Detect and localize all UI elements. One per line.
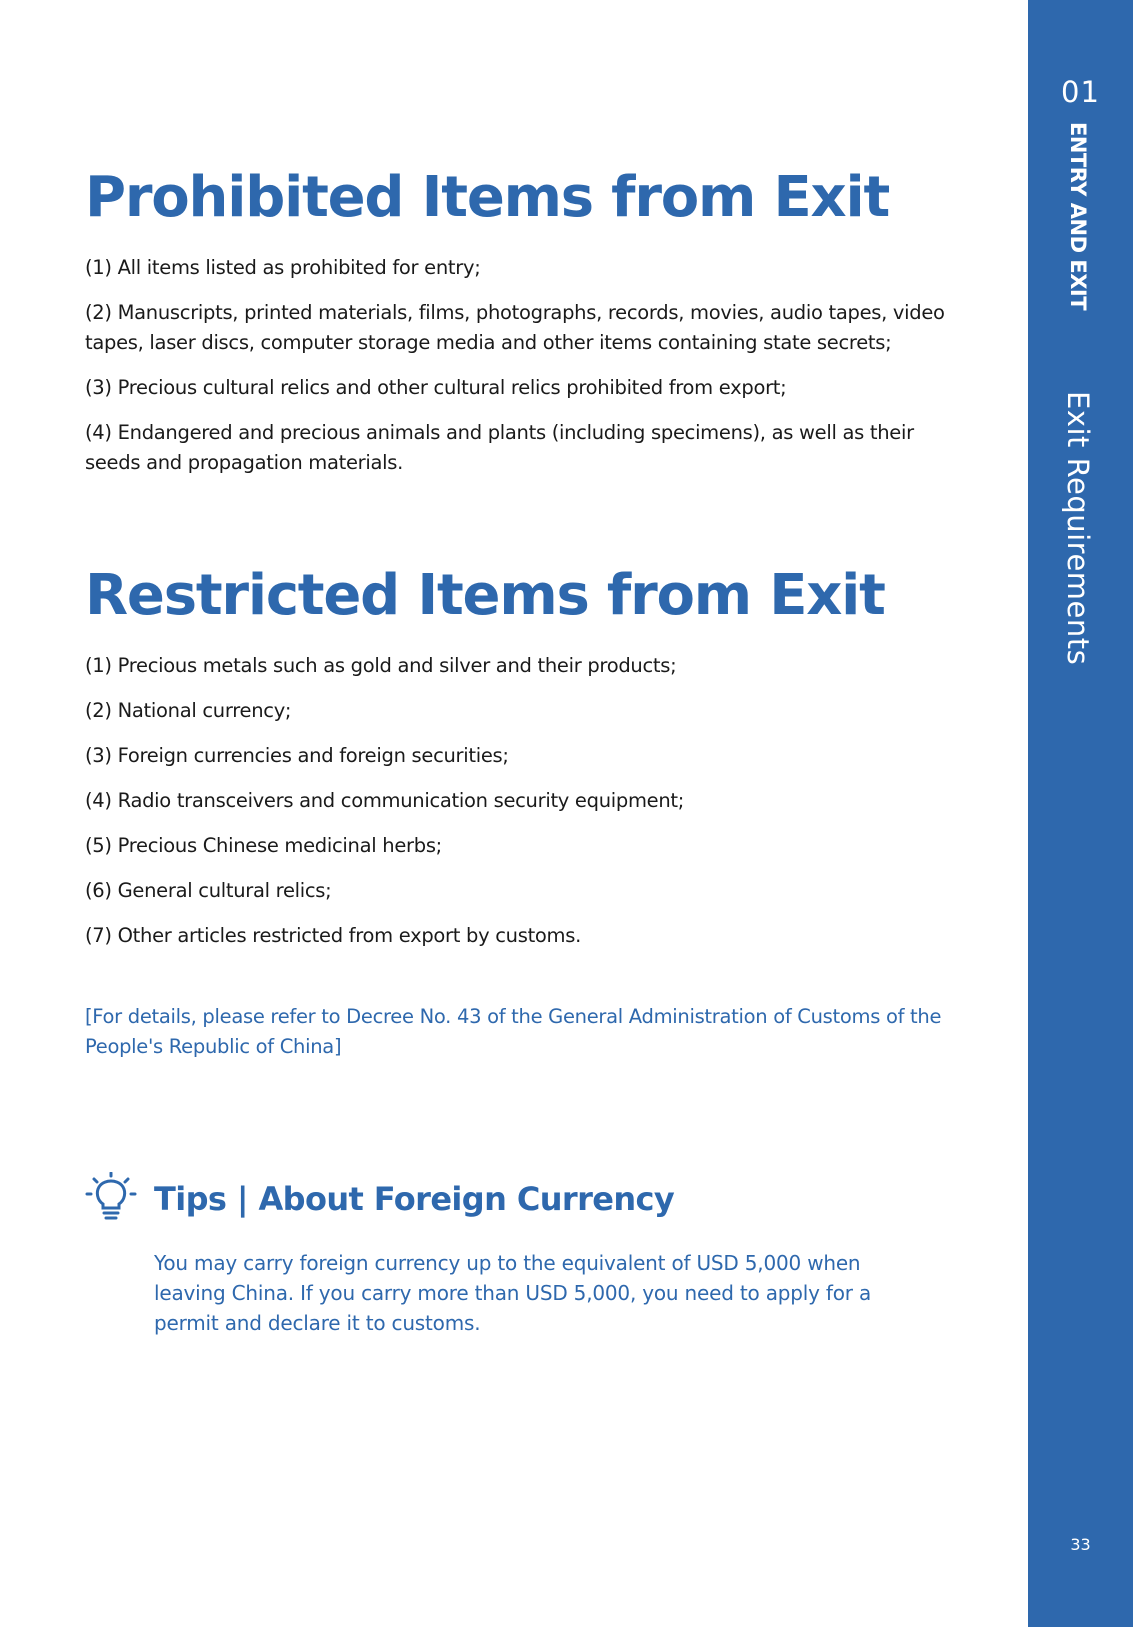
list-item: (4) Endangered and precious animals and plants (including specimens), as well as their seeds and propagation materials.	[85, 421, 914, 474]
prohibited-list	[85, 253, 955, 493]
list-item: (3) Foreign currencies and foreign securities;	[85, 744, 509, 767]
prohibited-heading: Prohibited Items from Exit	[85, 165, 890, 230]
section-title: Exit Requirements	[1061, 391, 1095, 666]
chapter-sidebar	[1028, 0, 1133, 1627]
chapter-title: ENTRY AND EXIT	[1066, 122, 1090, 311]
lightbulb-icon	[85, 1172, 137, 1224]
restricted-heading: Restricted Items from Exit	[85, 563, 885, 628]
list-item: (1) All items listed as prohibited for entry;	[85, 256, 481, 279]
restricted-list	[85, 651, 955, 966]
list-item: (7) Other articles restricted from export by customs.	[85, 924, 582, 947]
page-number: 33	[1070, 1535, 1091, 1554]
decree-reference-note: [For details, please refer to Decree No. 43 of the General Administration of Customs of the People's Republic of China]	[85, 1005, 942, 1058]
chapter-number: 01	[1061, 75, 1100, 109]
list-item: (2) National currency;	[85, 699, 292, 722]
list-item: (1) Precious metals such as gold and silver and their products;	[85, 654, 677, 677]
list-item: (6) General cultural relics;	[85, 879, 332, 902]
tips-body: You may carry foreign currency up to the equivalent of USD 5,000 when leaving China. If you carry more than USD 5,000, you need to apply for a permit and declare it to customs.	[154, 1251, 872, 1335]
list-item: (2) Manuscripts, printed materials, films, photographs, records, movies, audio tapes, video tapes, laser discs, computer storage media and other items containing state secrets;	[85, 301, 945, 354]
list-item: (4) Radio transceivers and communication security equipment;	[85, 789, 685, 812]
list-item: (3) Precious cultural relics and other cultural relics prohibited from export;	[85, 376, 787, 399]
tips-title: Tips | About Foreign Currency	[154, 1180, 675, 1218]
list-item: (5) Precious Chinese medicinal herbs;	[85, 834, 442, 857]
